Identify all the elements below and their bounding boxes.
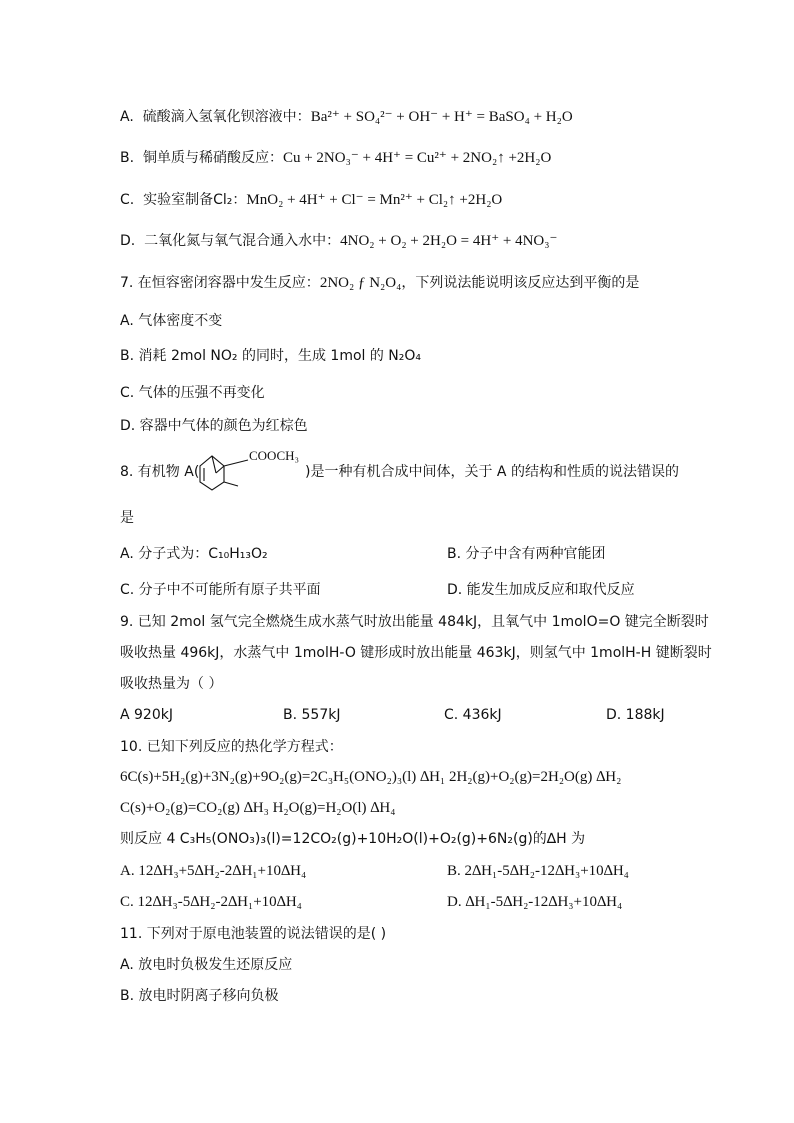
q10-option-d: D. ∆H₁-5∆H₂-12∆H₃+10∆H₄	[447, 894, 623, 910]
q8-option-d: D. 能发生加成反应和取代反应	[447, 582, 635, 598]
q9-stem-line2: 吸收热量 496kJ，水蒸气中 1molH-O 键形成时放出能量 463kJ，则氢气中 1molH-H 键断裂时	[120, 645, 712, 661]
stem-text: 7. 在恒容密闭容器中发生反应：	[120, 275, 320, 291]
q8-option-b: B. 分子中含有两种官能团	[447, 546, 606, 562]
q7-option-a: A. 气体密度不变	[120, 313, 223, 329]
q8-stem-tail: 是	[120, 510, 134, 526]
q9-option-b: B. 557kJ	[283, 707, 341, 723]
q10-option-c: C. 12∆H₃-5∆H₂-2∆H₁+10∆H₄	[120, 894, 302, 910]
option-label: B.	[120, 150, 135, 166]
option-label: C.	[120, 192, 135, 208]
q9-option-d: D. 188kJ	[606, 707, 665, 723]
option-text: 二氧化氮与氧气混合通入水中：	[144, 233, 341, 249]
q6-option-b	[120, 148, 551, 168]
equation: MnO₂ + 4H⁺ + Cl⁻ = Mn²⁺ + Cl₂↑ +2H₂O	[246, 192, 503, 208]
option-label: D.	[120, 233, 136, 249]
methyl-bond	[224, 482, 238, 486]
q7-option-d: D. 容器中气体的颜色为红棕色	[120, 418, 308, 434]
q11-option-b: B. 放电时阴离子移向负极	[120, 988, 279, 1004]
q10-equation-1: 6C(s)+5H₂(g)+3N₂(g)+9O₂(g)=2C₃H₅(ONO₂)₃(l) ∆H₁ 2H₂(g)+O₂(g)=2H₂O(g) ∆H₂	[120, 769, 622, 785]
bridge-bond	[216, 466, 224, 473]
q8-stem-start: 8. 有机物 A(	[120, 464, 200, 480]
q8-option-a: A. 分子式为：C₁₀H₁₃O₂	[120, 546, 268, 562]
option-text: 实验室制备Cl₂：	[143, 192, 247, 208]
q8-stem-end: )是一种有机合成中间体，关于 A 的结构和性质的说法错误的	[305, 464, 679, 480]
equation: 2NO₂ ƒ N₂O₄	[319, 275, 402, 291]
stem-text: ，下列说法能说明该反应达到平衡的是	[401, 275, 640, 291]
q7-stem	[120, 273, 639, 293]
q9-stem-line3: 吸收热量为（ ）	[120, 676, 223, 692]
q6-option-d	[120, 231, 557, 251]
equation: Cu + 2NO₃⁻ + 4H⁺ = Cu²⁺ + 2NO₂↑ +2H₂O	[282, 150, 552, 166]
option-text: 硫酸滴入氢氧化钡溶液中：	[142, 109, 311, 125]
equation: 4NO₂ + O₂ + 2H₂O = 4H⁺ + 4NO₃⁻	[340, 233, 558, 249]
option-label: A.	[120, 109, 134, 125]
q9-option-a: A 920kJ	[120, 707, 173, 723]
q9-option-c: C. 436kJ	[444, 707, 502, 723]
molecule-label: COOCH₃	[249, 448, 300, 463]
q8-option-c: C. 分子中不可能所有原子共平面	[120, 582, 321, 598]
q6-option-c	[120, 190, 502, 210]
q10-stem: 10. 已知下列反应的热化学方程式：	[120, 739, 343, 755]
q7-option-c: C. 气体的压强不再变化	[120, 385, 265, 401]
organic-molecule-structure	[188, 446, 306, 494]
q10-equation-2: C(s)+O₂(g)=CO₂(g) ∆H₃ H₂O(g)=H₂O(l) ∆H₄	[120, 800, 396, 816]
q11-stem: 11. 下列对于原电池装置的说法错误的是( )	[120, 926, 387, 942]
q10-equation-3: 则反应 4 C₃H₅(ONO₃)₃(l)=12CO₂(g)+10H₂O(l)+O₂(g)+6N₂(g)的∆H 为	[120, 831, 586, 847]
q11-option-a: A. 放电时负极发生还原反应	[120, 957, 293, 973]
equation: Ba²⁺ + SO₄²⁻ + OH⁻ + H⁺ = BaSO₄ + H₂O	[310, 109, 573, 125]
q6-option-a	[120, 107, 573, 127]
option-text: 铜单质与稀硝酸反应：	[142, 150, 283, 166]
q10-option-b: B. 2∆H₁-5∆H₂-12∆H₃+10∆H₄	[447, 863, 629, 879]
q9-stem-line1: 9. 已知 2mol 氢气完全燃烧生成水蒸气时放出能量 484kJ，且氧气中 1molO=O 键完全断裂时	[120, 614, 709, 630]
q10-option-a: A. 12∆H₃+5∆H₂-2∆H₁+10∆H₄	[120, 863, 307, 879]
ester-bond	[224, 460, 248, 466]
q7-option-b: B. 消耗 2mol NO₂ 的同时，生成 1mol 的 N₂O₄	[120, 348, 422, 364]
